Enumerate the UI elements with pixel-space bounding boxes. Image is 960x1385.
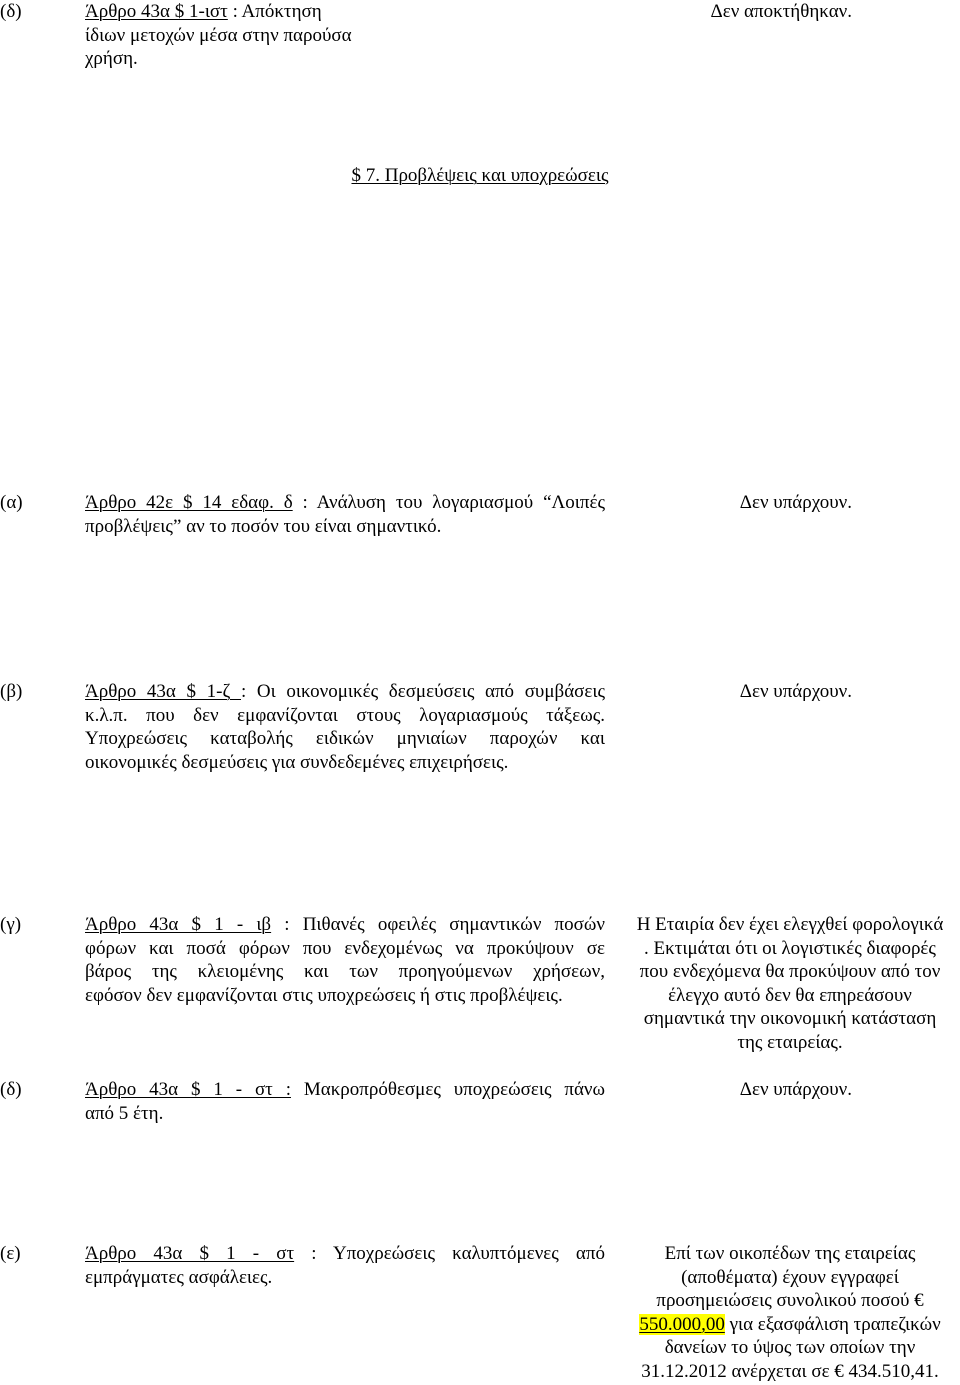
item-description	[85, 680, 605, 774]
item-response	[620, 491, 852, 515]
item-label: (β)	[0, 681, 23, 702]
response-line: Δεν αποκτήθηκαν.	[710, 1, 852, 22]
response-line: Δεν υπάρχουν.	[739, 1079, 852, 1100]
article-reference: Άρθρο 42ε $ 14 εδαφ. δ	[85, 492, 293, 513]
article-reference: Άρθρο 43α $ 1-ιστ	[85, 1, 228, 22]
description-text: : Πιθανές οφειλές σημαντικών ποσών	[271, 914, 605, 935]
article-reference: Άρθρο 43α $ 1 - στ :	[85, 1079, 291, 1100]
item-description	[85, 0, 605, 71]
response-line: έλεγχο αυτό δεν θα επηρεάσουν	[668, 984, 912, 1006]
item-label: (α)	[0, 492, 23, 513]
description-line	[85, 491, 605, 515]
description-line: χρήση.	[85, 48, 138, 69]
response-line: δανείων το ύψος των οποίων την	[664, 1337, 916, 1358]
description-text: : Υποχρεώσεις καλυπτόμενες από	[294, 1243, 605, 1264]
item-label: (γ)	[0, 914, 22, 935]
response-line: της εταιρείας.	[737, 1031, 843, 1053]
description-line: από 5 έτη.	[85, 1102, 164, 1124]
item-response	[620, 1078, 852, 1102]
item-description	[85, 1078, 605, 1125]
item-label: (ε)	[0, 1243, 21, 1264]
response-line: προσημειώσεις συνολικού ποσού €	[656, 1290, 924, 1311]
description-line	[85, 913, 605, 937]
description-line: βάρος της κλειομένης και των προηγούμενων χρήσεων,	[85, 961, 605, 982]
description-line: ίδιων μετοχών μέσα στην παρούσα	[85, 24, 352, 46]
description-line: προβλέψεις” αν το ποσόν του είναι σημαντικό.	[85, 515, 442, 537]
response-line: (αποθέματα) έχουν εγγραφεί	[681, 1266, 899, 1288]
response-line: σημαντικά την οικονομική κατάσταση	[643, 1008, 937, 1029]
section-heading-text: $ 7. Προβλέψεις και υποχρεώσεις	[351, 165, 609, 186]
item-label: (δ)	[0, 1079, 22, 1100]
item-response	[620, 913, 960, 1054]
description-line	[85, 0, 605, 24]
item-response	[620, 680, 852, 704]
description-line	[85, 1242, 605, 1266]
description-text: : Ανάλυση του λογαριασμού “Λοιπές	[292, 492, 605, 513]
description-text: : Απόκτηση	[227, 1, 322, 22]
highlighted-amount: 550.000,00	[639, 1313, 725, 1335]
description-line: εμπράγματες ασφάλειες.	[85, 1266, 273, 1288]
description-text: : Οι οικονομικές δεσμεύσεις από συμβάσεις	[241, 681, 606, 702]
response-line: Η Εταιρία δεν έχει ελεγχθεί φορολογικά	[636, 914, 944, 935]
description-line: οικονομικές δεσμεύσεις για συνδεδεμένες επιχειρήσεις.	[85, 751, 509, 773]
item-label: (δ)	[0, 1, 22, 22]
response-text: για εξασφάλιση τραπεζικών	[724, 1313, 941, 1335]
description-line: Υποχρεώσεις καταβολής ειδικών μηνιαίων παροχών και	[85, 728, 605, 749]
description-line: φόρων και ποσά φόρων που ενδεχομένως να προκύψουν σε	[85, 937, 605, 959]
response-line: που ενδεχόμενα θα προκύψουν από τον	[639, 961, 941, 982]
item-response	[620, 0, 852, 24]
item-response	[620, 1242, 960, 1383]
description-line: κ.λ.π. που δεν εμφανίζονται στους λογαριασμούς τάξεως.	[85, 704, 605, 726]
article-reference: Άρθρο 43α $ 1 - ιβ	[85, 914, 272, 935]
description-line	[85, 1078, 605, 1102]
item-description	[85, 913, 605, 1007]
article-reference: Άρθρο 43α $ 1 - στ	[85, 1243, 295, 1264]
article-reference: Άρθρο 43α $ 1-ζ	[85, 681, 241, 702]
response-line: 31.12.2012 ανέρχεται σε € 434.510,41.	[641, 1360, 939, 1382]
response-line	[620, 1313, 960, 1337]
item-description	[85, 1242, 605, 1289]
response-line: Επί των οικοπέδων της εταιρείας	[664, 1243, 916, 1264]
description-line: εφόσον δεν εμφανίζονται στις υποχρεώσεις ή στις προβλέψεις.	[85, 984, 563, 1006]
response-line: Δεν υπάρχουν.	[739, 681, 852, 702]
description-text: Μακροπρόθεσμες υποχρεώσεις πάνω	[290, 1079, 605, 1100]
response-line: . Εκτιμάται ότι οι λογιστικές διαφορές	[644, 937, 936, 959]
description-line	[85, 680, 605, 704]
section-heading	[0, 164, 960, 188]
item-description	[85, 491, 605, 538]
response-line: Δεν υπάρχουν.	[739, 492, 852, 513]
